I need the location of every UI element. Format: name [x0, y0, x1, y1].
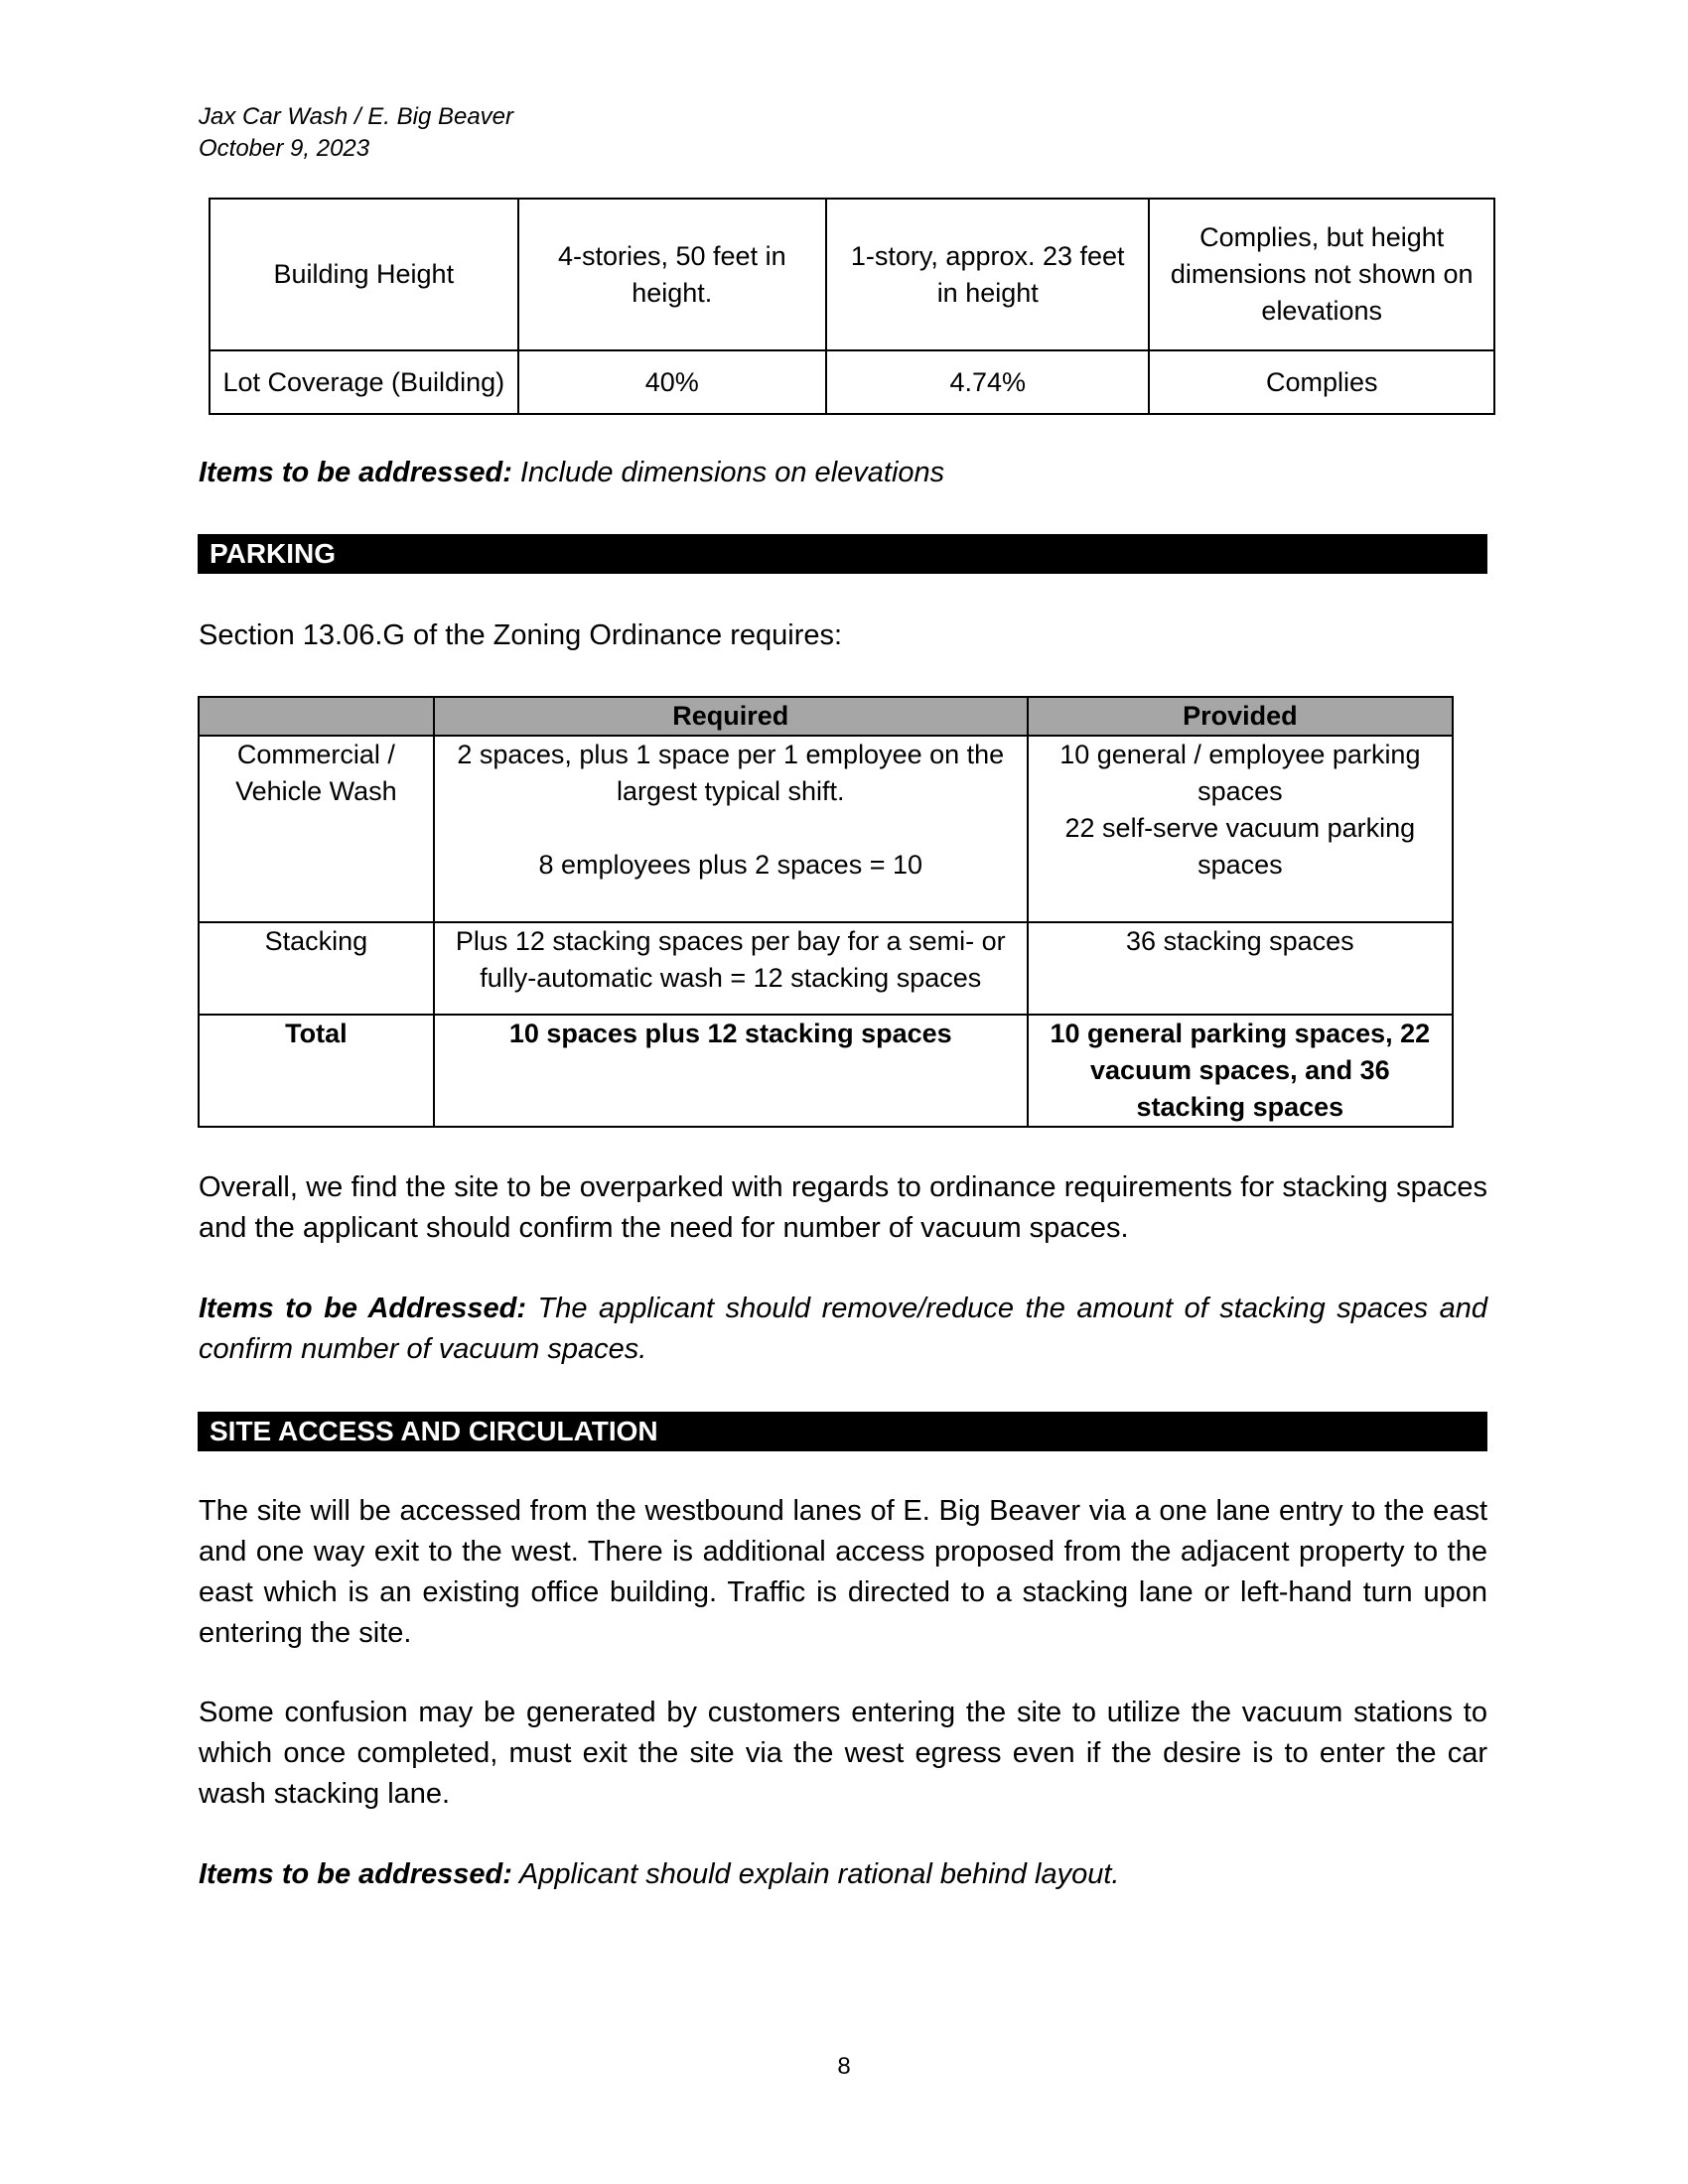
table-cell: Complies [1149, 350, 1494, 414]
parking-summary: Overall, we find the site to be overparked with regards to ordinance requirements for stacking spaces and the applicant should confirm the need for number of vacuum spaces. [199, 1171, 1487, 1244]
section-heading-parking: PARKING [198, 534, 1487, 574]
items-lead: Items to be addressed: [199, 457, 512, 488]
parking-intro: Section 13.06.G of the Zoning Ordinance requires: [199, 619, 843, 651]
items-lead: Items to be addressed: [199, 1858, 512, 1890]
table-cell: Building Height [210, 199, 518, 350]
table-cell: 4-stories, 50 feet in height. [518, 199, 826, 350]
table-cell: Plus 12 stacking spaces per bay for a semi- or fully-automatic wash = 12 stacking spaces [434, 922, 1028, 1015]
dimensions-table [209, 198, 1495, 415]
table-cell: 1-story, approx. 23 feet in height [826, 199, 1149, 350]
site-access-paragraph-1: The site will be accessed from the westbound lanes of E. Big Beaver via a one lane entry to the east and one way exit to the west. There is additional access proposed from the adjacent property to the east which is an existing office building. Traffic is directed to a stacking lane or left-hand turn upon entering the site. [199, 1495, 1487, 1649]
table-cell: Stacking [199, 922, 434, 1015]
section-heading-site-access: SITE ACCESS AND CIRCULATION [198, 1412, 1487, 1451]
table-row-total [199, 1015, 1453, 1127]
table-cell [1028, 736, 1453, 922]
items-text: Include dimensions on elevations [511, 457, 945, 488]
table-cell: 10 general parking spaces, 22 vacuum spaces, and 36 stacking spaces [1028, 1015, 1453, 1127]
table-header-cell: Provided [1028, 697, 1453, 736]
items-text: The applicant should remove/reduce the amount of stacking spaces and confirm number of vacuum spaces. [199, 1293, 1487, 1365]
table-cell [434, 736, 1028, 922]
required-text: 2 spaces, plus 1 space per 1 employee on the largest typical shift. [457, 740, 1005, 806]
provided-text-2: 22 self-serve vacuum parking spaces [1064, 813, 1416, 880]
table-cell: 4.74% [826, 350, 1149, 414]
table-header-cell [199, 697, 434, 736]
site-access-paragraph-2: Some confusion may be generated by customers entering the site to utilize the vacuum stations to which once completed, must exit the site via the west egress even if the desire is to enter the car wash stacking lane. [199, 1697, 1487, 1810]
items-to-address-dimensions [199, 453, 1487, 493]
table-cell: 36 stacking spaces [1028, 922, 1453, 1015]
items-text: Applicant should explain rational behind layout. [511, 1858, 1120, 1890]
parking-table [198, 696, 1454, 1128]
table-row [199, 736, 1453, 922]
table-cell: Lot Coverage (Building) [210, 350, 518, 414]
required-note: 8 employees plus 2 spaces = 10 [538, 850, 922, 880]
table-cell: 10 spaces plus 12 stacking spaces [434, 1015, 1028, 1127]
items-to-address-parking [199, 1289, 1487, 1370]
table-header-row [199, 697, 1453, 736]
document-header-date: October 9, 2023 [199, 135, 370, 162]
table-row [210, 199, 1494, 350]
items-lead: Items to be Addressed: [199, 1293, 526, 1324]
document-header-title: Jax Car Wash / E. Big Beaver [199, 103, 514, 130]
table-cell: 40% [518, 350, 826, 414]
table-row [210, 350, 1494, 414]
provided-text: 10 general / employee parking spaces [1059, 740, 1421, 806]
table-cell: Commercial / Vehicle Wash [199, 736, 434, 922]
items-to-address-site-access [199, 1854, 1487, 1895]
table-cell: Total [199, 1015, 434, 1127]
page-number: 8 [837, 2053, 851, 2080]
table-cell: Complies, but height dimensions not shown on elevations [1149, 199, 1494, 350]
table-row [199, 922, 1453, 1015]
table-header-cell: Required [434, 697, 1028, 736]
